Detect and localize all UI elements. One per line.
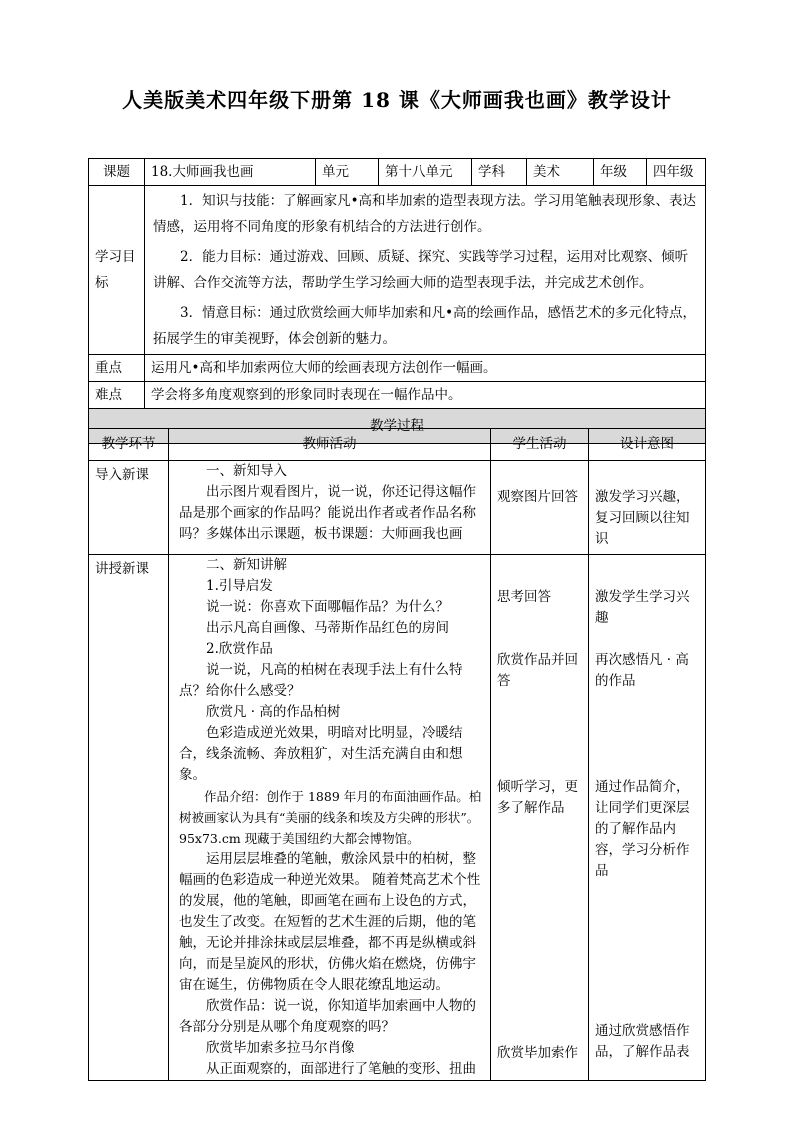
intent-text: 激发学生学习兴趣 — [595, 589, 690, 626]
process-section-title: 教学过程 — [89, 409, 706, 444]
stage-new-lesson: 讲授新课 — [89, 555, 169, 1081]
header-stage: 教学环节 — [89, 429, 169, 461]
intent-lesson — [589, 555, 706, 1081]
teacher-text: 出示图片观看图片，说一说，你还记得这幅作品是那个画家的作品吗？能说出作者或者作品名称吗？多媒体出示课题，板书课题：大师画我也画 — [179, 484, 476, 542]
intent-text: 再次感悟凡 · 高的作品 — [595, 652, 689, 689]
difficulty-value: 学会将多角度观察到的形象同时表现在一幅作品中。 — [145, 382, 706, 409]
key-point-label: 重点 — [89, 355, 145, 382]
intent-text: 通过欣赏感悟作品，了解作品表 — [595, 1023, 690, 1060]
stage-intro: 导入新课 — [89, 461, 169, 555]
subject-label: 学科 — [472, 159, 527, 186]
grade-label: 年级 — [594, 159, 647, 186]
teacher-text: 说一说：你喜欢下面哪幅作品？为什么？ — [206, 599, 449, 615]
grade-value: 四年级 — [647, 159, 706, 186]
student-text: 思考回答 — [497, 589, 551, 605]
student-text: 欣赏作品并回答 — [497, 652, 578, 689]
objectives-label: 学习目标 — [89, 186, 145, 355]
teaching-process-table — [88, 428, 706, 1081]
header-intent: 设计意图 — [589, 429, 706, 461]
key-point-value: 运用凡•高和毕加索两位大师的绘画表现方法创作一幅画。 — [145, 355, 706, 382]
teacher-text: 说一说，凡高的柏树在表现手法上有什么特点？给你什么感受？ — [179, 662, 463, 699]
intent-intro: 激发学习兴趣，复习回顾以往知识 — [589, 461, 706, 555]
teacher-text: 欣赏作品：说一说，你知道毕加索画中人物的各部分分别是从哪个角度观察的吗？ — [179, 998, 476, 1035]
teacher-text: 1.引导启发 — [206, 578, 273, 594]
intent-text: 通过作品简介，让同学们更深层的了解作品内容，学习分析作品 — [595, 779, 690, 879]
lesson-value: 18.大师画我也画 — [145, 159, 316, 186]
teacher-text: 从正面观察的，面部进行了笔触的变形、扭曲 — [206, 1061, 476, 1077]
teacher-text: 欣赏凡 · 高的作品柏树 — [206, 704, 341, 720]
teacher-text: 出示凡高自画像、马蒂斯作品红色的房间 — [206, 620, 449, 636]
objectives-list — [145, 186, 706, 355]
teacher-text: 一、新知导入 — [206, 463, 287, 479]
teacher-text: 二、新知讲解 — [206, 557, 287, 573]
objective-item: 3．情意目标：通过欣赏绘画大师毕加索和凡•高的绘画作品，感悟艺术的多元化特点，拓展学生的审美视野，体会创新的魅力。 — [153, 305, 697, 347]
unit-value: 第十八单元 — [379, 159, 472, 186]
header-teacher: 教师活动 — [169, 429, 491, 461]
student-text: 欣赏毕加索作 — [497, 1045, 578, 1061]
document-title: 人美版美术四年级下册第 18 课《大师画我也画》教学设计 — [122, 88, 672, 112]
objective-item: 2．能力目标：通过游戏、回顾、质疑、探究、实践等学习过程，运用对比观察、倾听讲解、合作交流等方法，帮助学生学习绘画大师的造型表现手法，并完成艺术创作。 — [153, 249, 689, 291]
teacher-activity-intro — [169, 461, 491, 555]
student-activity-intro: 观察图片回答 — [491, 461, 589, 555]
teacher-text: 色彩造成逆光效果，明暗对比明显，冷暖结合，线条流畅、奔放粗犷，对生活充满自由和想象。 — [179, 725, 463, 783]
lesson-label: 课题 — [89, 159, 145, 186]
student-text: 倾听学习，更多了解作品 — [497, 779, 578, 816]
subject-value: 美术 — [527, 159, 594, 186]
header-student: 学生活动 — [491, 429, 589, 461]
unit-label: 单元 — [316, 159, 379, 186]
teacher-activity-lesson — [169, 555, 491, 1081]
objective-item: 1．知识与技能：了解画家凡•高和毕加索的造型表现方法。学习用笔触表现形象、表达情感，运用将不同角度的形象有机结合的方法进行创作。 — [153, 193, 697, 235]
teacher-text: 运用层层堆叠的笔触，敷涂风景中的柏树，整幅画的色彩造成一种逆光效果。 随着梵高艺术个性的发展，他的笔触，即画笔在画布上设色的方式，也发生了改变。在短暂的艺术生涯的后期，他的笔触，无论并排涂抹或层层堆叠，都不再是纵横或斜向，而是呈旋风的形状，仿佛火焰在燃烧，仿佛宇宙在诞生，仿佛物质在令人眼花缭乱地运动。 — [179, 851, 481, 993]
difficulty-label: 难点 — [89, 382, 145, 409]
teacher-text: 2.欣赏作品 — [206, 641, 273, 657]
lesson-info-table — [88, 158, 706, 444]
teacher-text: 作品介绍：创作于 1889 年月的布面油画作品。柏树被画家认为具有“美丽的线条和埃及方尖碑的形状”。95x73.cm 现藏于美国纽约大都会博物馆。 — [179, 789, 482, 846]
teacher-text: 欣赏毕加索多拉马尔肖像 — [206, 1040, 355, 1056]
student-activity-lesson — [491, 555, 589, 1081]
